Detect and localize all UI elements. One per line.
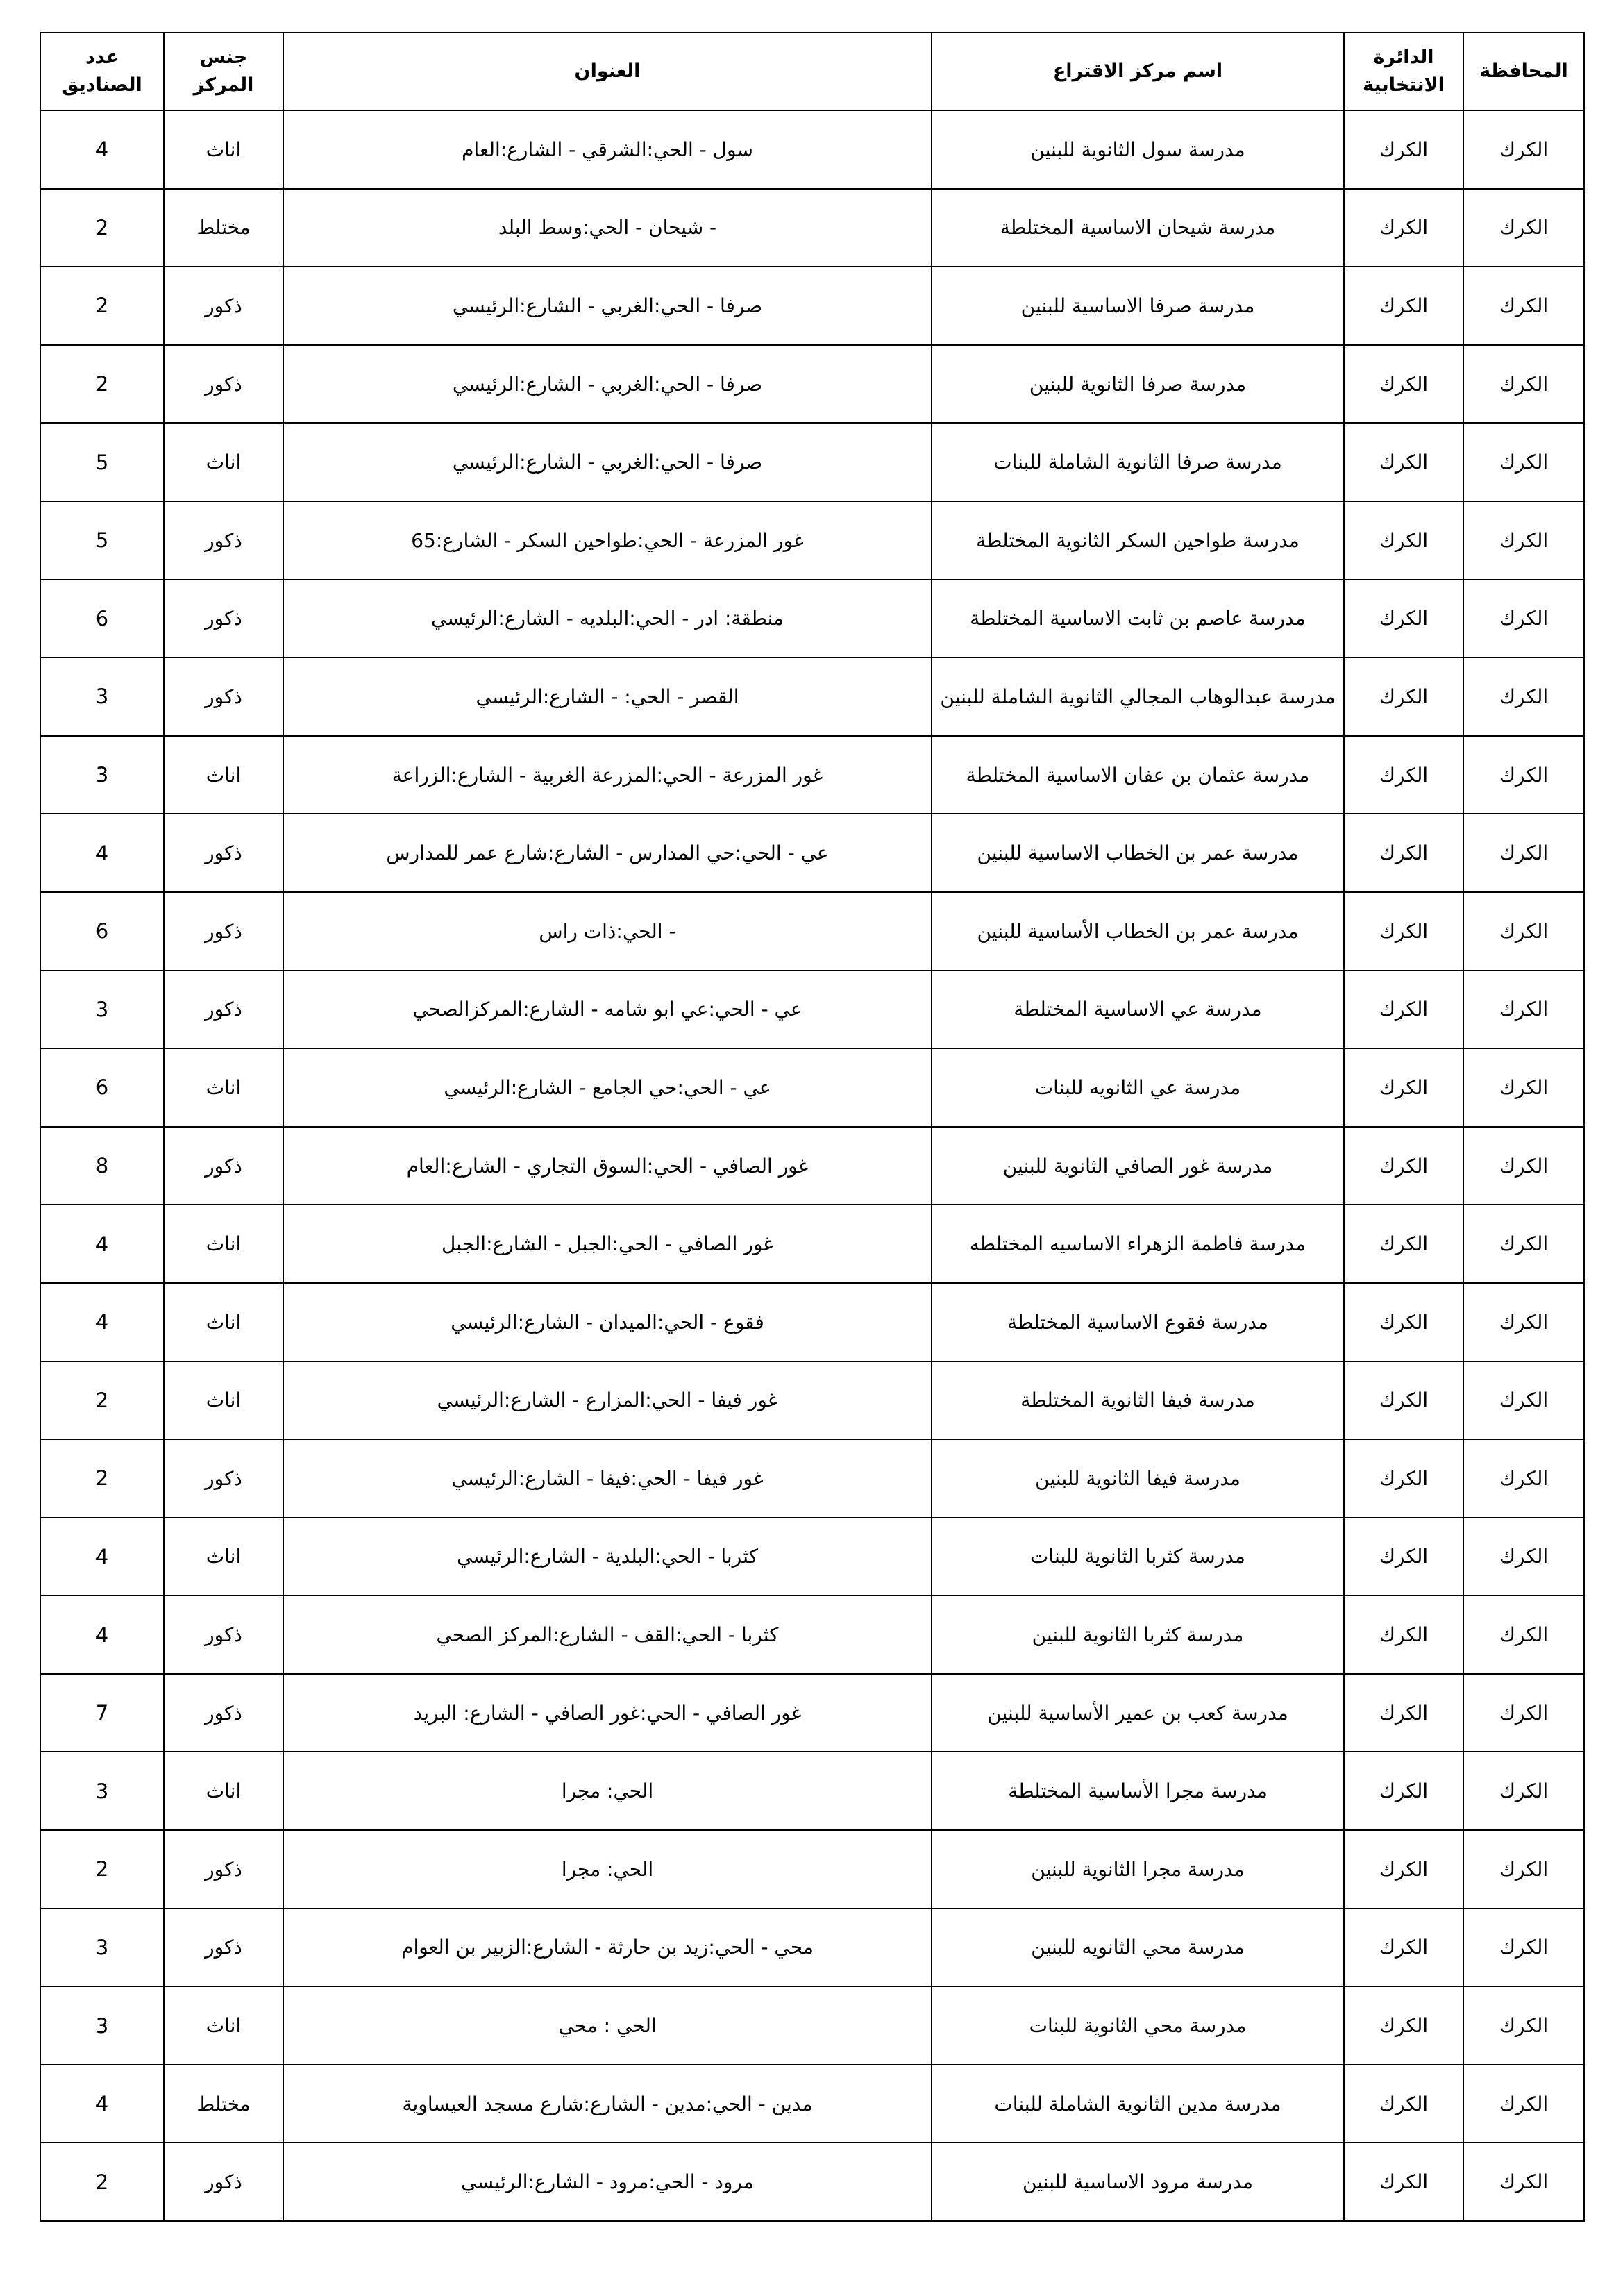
center-name-cell: مدرسة مجرا الأساسية المختلطة [932,1752,1344,1830]
district-cell: الكرك [1344,1986,1463,2065]
center-name-cell: مدرسة محي الثانوية للبنات [932,1986,1344,2065]
address-cell: شيحان - الحي:وسط البلد - [283,189,932,267]
governorate-cell: الكرك [1463,1595,1584,1674]
center-name-cell: مدرسة صرفا الثانوية للبنين [932,345,1344,424]
center-name-cell: مدرسة فيفا الثانوية للبنين [932,1439,1344,1518]
address-cell: فقوع - الحي:الميدان - الشارع:الرئيسي [283,1283,932,1361]
box-count-cell: 4 [40,1283,164,1361]
table-row [40,2065,1584,2143]
governorate-cell: الكرك [1463,345,1584,424]
governorate-cell: الكرك [1463,736,1584,814]
district-cell: الكرك [1344,736,1463,814]
table-row [40,1127,1584,1205]
center-name-cell: مدرسة مرود الاساسية للبنين [932,2143,1344,2221]
box-count-cell: 3 [40,1986,164,2065]
table-row [40,345,1584,424]
polling-centers-table [40,32,1585,2222]
address-cell: الحي:ذات راس - [283,892,932,971]
district-cell: الكرك [1344,1048,1463,1127]
district-cell: الكرك [1344,345,1463,424]
governorate-cell: الكرك [1463,580,1584,658]
district-cell: الكرك [1344,1830,1463,1909]
header-center-name: اسم مركز الاقتراع [932,33,1344,110]
center-gender-cell: اناث [164,1518,283,1596]
district-cell: الكرك [1344,892,1463,971]
box-count-cell: 6 [40,1048,164,1127]
address-cell: سول - الحي:الشرقي - الشارع:العام [283,110,932,189]
center-name-cell: مدرسة عي الثانويه للبنات [932,1048,1344,1127]
table-row [40,814,1584,892]
address-cell: الحي: مجرا [283,1752,932,1830]
governorate-cell: الكرك [1463,1283,1584,1361]
center-name-cell: مدرسة عثمان بن عفان الاساسية المختلطة [932,736,1344,814]
header-address: العنوان [283,33,932,110]
governorate-cell: الكرك [1463,657,1584,736]
district-cell: الكرك [1344,1283,1463,1361]
box-count-cell: 2 [40,1361,164,1440]
center-name-cell: مدرسة غور الصافي الثانوية للبنين [932,1127,1344,1205]
table-row [40,1361,1584,1440]
district-cell: الكرك [1344,2065,1463,2143]
center-name-cell: مدرسة طواحين السكر الثانوية المختلطة [932,501,1344,580]
district-cell: الكرك [1344,1439,1463,1518]
address-cell: الحي: مجرا [283,1830,932,1909]
table-row [40,423,1584,501]
governorate-cell: الكرك [1463,501,1584,580]
address-cell: غور المزرعة - الحي:طواحين السكر - الشارع:65 [283,501,932,580]
governorate-cell: الكرك [1463,892,1584,971]
center-gender-cell: مختلط [164,2065,283,2143]
center-gender-cell: اناث [164,1986,283,2065]
center-gender-cell: ذكور [164,1439,283,1518]
table-row [40,657,1584,736]
box-count-cell: 4 [40,2065,164,2143]
box-count-cell: 6 [40,580,164,658]
address-cell: صرفا - الحي:الغربي - الشارع:الرئيسي [283,345,932,424]
header-box-count: عدد الصناديق [40,33,164,110]
box-count-cell: 4 [40,1595,164,1674]
center-gender-cell: ذكور [164,892,283,971]
table-row [40,1518,1584,1596]
center-name-cell: مدرسة صرفا الاساسية للبنين [932,267,1344,345]
center-name-cell: مدرسة عمر بن الخطاب الاساسية للبنين [932,814,1344,892]
center-name-cell: مدرسة عبدالوهاب المجالي الثانوية الشاملة للبنين [932,657,1344,736]
district-cell: الكرك [1344,1752,1463,1830]
address-cell: عي - الحي:حي الجامع - الشارع:الرئيسي [283,1048,932,1127]
table-row [40,1283,1584,1361]
governorate-cell: الكرك [1463,2143,1584,2221]
address-cell: كثربا - الحي:القف - الشارع:المركز الصحي [283,1595,932,1674]
center-name-cell: مدرسة عمر بن الخطاب الأساسية للبنين [932,892,1344,971]
district-cell: الكرك [1344,1674,1463,1752]
governorate-cell: الكرك [1463,1205,1584,1283]
address-cell: مرود - الحي:مرود - الشارع:الرئيسي [283,2143,932,2221]
center-gender-cell: ذكور [164,1674,283,1752]
district-cell: الكرك [1344,1361,1463,1440]
center-gender-cell: ذكور [164,2143,283,2221]
center-name-cell: مدرسة عاصم بن ثابت الاساسية المختلطة [932,580,1344,658]
center-name-cell: مدرسة محي الثانويه للبنين [932,1909,1344,1987]
address-cell: صرفا - الحي:الغربي - الشارع:الرئيسي [283,267,932,345]
box-count-cell: 3 [40,736,164,814]
center-name-cell: مدرسة فيفا الثانوية المختلطة [932,1361,1344,1440]
document-page [40,32,1583,2222]
address-cell: غور المزرعة - الحي:المزرعة الغربية - الشارع:الزراعة [283,736,932,814]
center-name-cell: مدرسة شيحان الاساسية المختلطة [932,189,1344,267]
box-count-cell: 7 [40,1674,164,1752]
address-cell: غور فيفا - الحي:فيفا - الشارع:الرئيسي [283,1439,932,1518]
table-row [40,580,1584,658]
governorate-cell: الكرك [1463,1048,1584,1127]
box-count-cell: 4 [40,814,164,892]
district-cell: الكرك [1344,1127,1463,1205]
center-gender-cell: ذكور [164,814,283,892]
center-gender-cell: ذكور [164,501,283,580]
district-cell: الكرك [1344,423,1463,501]
table-row [40,1595,1584,1674]
center-name-cell: مدرسة فقوع الاساسية المختلطة [932,1283,1344,1361]
center-gender-cell: ذكور [164,1595,283,1674]
table-row [40,971,1584,1049]
header-center-gender: جنس المركز [164,33,283,110]
center-gender-cell: اناث [164,1283,283,1361]
box-count-cell: 2 [40,267,164,345]
governorate-cell: الكرك [1463,110,1584,189]
box-count-cell: 2 [40,2143,164,2221]
table-row [40,1439,1584,1518]
address-cell: غور الصافي - الحي:غور الصافي - الشارع: البريد [283,1674,932,1752]
center-gender-cell: اناث [164,110,283,189]
table-row [40,1830,1584,1909]
center-gender-cell: اناث [164,423,283,501]
district-cell: الكرك [1344,501,1463,580]
table-row [40,892,1584,971]
header-governorate: المحافظة [1463,33,1584,110]
center-name-cell: مدرسة مدين الثانوية الشاملة للبنات [932,2065,1344,2143]
address-cell: كثربا - الحي:البلدية - الشارع:الرئيسي [283,1518,932,1596]
governorate-cell: الكرك [1463,1752,1584,1830]
center-name-cell: مدرسة كثربا الثانوية للبنين [932,1595,1344,1674]
district-cell: الكرك [1344,189,1463,267]
address-cell: عي - الحي:عي ابو شامه - الشارع:المركزالصحي [283,971,932,1049]
district-cell: الكرك [1344,110,1463,189]
address-cell: محي - الحي:زيد بن حارثة - الشارع:الزبير بن العوام [283,1909,932,1987]
governorate-cell: الكرك [1463,423,1584,501]
box-count-cell: 3 [40,657,164,736]
governorate-cell: الكرك [1463,267,1584,345]
address-cell: غور فيفا - الحي:المزارع - الشارع:الرئيسي [283,1361,932,1440]
center-gender-cell: مختلط [164,189,283,267]
table-row [40,1674,1584,1752]
box-count-cell: 3 [40,1909,164,1987]
governorate-cell: الكرك [1463,1830,1584,1909]
box-count-cell: 5 [40,423,164,501]
center-name-cell: مدرسة صرفا الثانوية الشاملة للبنات [932,423,1344,501]
governorate-cell: الكرك [1463,971,1584,1049]
district-cell: الكرك [1344,1518,1463,1596]
center-gender-cell: ذكور [164,1909,283,1987]
center-gender-cell: ذكور [164,971,283,1049]
center-gender-cell: ذكور [164,267,283,345]
table-row [40,1752,1584,1830]
district-cell: الكرك [1344,580,1463,658]
table-row [40,110,1584,189]
address-cell: غور الصافي - الحي:السوق التجاري - الشارع:العام [283,1127,932,1205]
header-district: الدائرة الانتخابية [1344,33,1463,110]
governorate-cell: الكرك [1463,1518,1584,1596]
box-count-cell: 5 [40,501,164,580]
district-cell: الكرك [1344,657,1463,736]
governorate-cell: الكرك [1463,1439,1584,1518]
center-gender-cell: ذكور [164,580,283,658]
center-gender-cell: اناث [164,1361,283,1440]
district-cell: الكرك [1344,1595,1463,1674]
address-cell: منطقة: ادر - الحي:البلديه - الشارع:الرئيسي [283,580,932,658]
box-count-cell: 2 [40,345,164,424]
table-row [40,1909,1584,1987]
box-count-cell: 3 [40,971,164,1049]
district-cell: الكرك [1344,2143,1463,2221]
center-name-cell: مدرسة مجرا الثانوية للبنين [932,1830,1344,1909]
table-body [40,110,1584,2221]
governorate-cell: الكرك [1463,189,1584,267]
box-count-cell: 3 [40,1752,164,1830]
governorate-cell: الكرك [1463,1674,1584,1752]
center-name-cell: مدرسة فاطمة الزهراء الاساسيه المختلطه [932,1205,1344,1283]
district-cell: الكرك [1344,814,1463,892]
address-cell: صرفا - الحي:الغربي - الشارع:الرئيسي [283,423,932,501]
center-name-cell: مدرسة كثربا الثانوية للبنات [932,1518,1344,1596]
box-count-cell: 2 [40,189,164,267]
center-gender-cell: ذكور [164,345,283,424]
box-count-cell: 6 [40,892,164,971]
governorate-cell: الكرك [1463,1127,1584,1205]
table-row [40,1048,1584,1127]
table-row [40,189,1584,267]
box-count-cell: 4 [40,110,164,189]
box-count-cell: 8 [40,1127,164,1205]
address-cell: غور الصافي - الحي:الجبل - الشارع:الجبل [283,1205,932,1283]
table-row [40,1986,1584,2065]
governorate-cell: الكرك [1463,2065,1584,2143]
center-name-cell: مدرسة سول الثانوية للبنين [932,110,1344,189]
governorate-cell: الكرك [1463,814,1584,892]
center-gender-cell: اناث [164,1205,283,1283]
box-count-cell: 2 [40,1439,164,1518]
table-row [40,267,1584,345]
district-cell: الكرك [1344,1205,1463,1283]
center-name-cell: مدرسة عي الاساسية المختلطة [932,971,1344,1049]
center-name-cell: مدرسة كعب بن عمير الأساسية للبنين [932,1674,1344,1752]
district-cell: الكرك [1344,267,1463,345]
address-cell: عي - الحي:حي المدارس - الشارع:شارع عمر للمدارس [283,814,932,892]
address-cell: القصر - الحي: - الشارع:الرئيسي [283,657,932,736]
governorate-cell: الكرك [1463,1361,1584,1440]
district-cell: الكرك [1344,1909,1463,1987]
address-cell: مدين - الحي:مدين - الشارع:شارع مسجد العيساوية [283,2065,932,2143]
table-row [40,736,1584,814]
center-gender-cell: اناث [164,736,283,814]
district-cell: الكرك [1344,971,1463,1049]
box-count-cell: 4 [40,1518,164,1596]
address-cell: الحي : محي [283,1986,932,2065]
table-row [40,2143,1584,2221]
table-row [40,1205,1584,1283]
center-gender-cell: اناث [164,1048,283,1127]
center-gender-cell: ذكور [164,657,283,736]
governorate-cell: الكرك [1463,1986,1584,2065]
center-gender-cell: اناث [164,1752,283,1830]
center-gender-cell: ذكور [164,1127,283,1205]
box-count-cell: 2 [40,1830,164,1909]
center-gender-cell: ذكور [164,1830,283,1909]
table-header-row [40,33,1584,110]
box-count-cell: 4 [40,1205,164,1283]
table-row [40,501,1584,580]
governorate-cell: الكرك [1463,1909,1584,1987]
